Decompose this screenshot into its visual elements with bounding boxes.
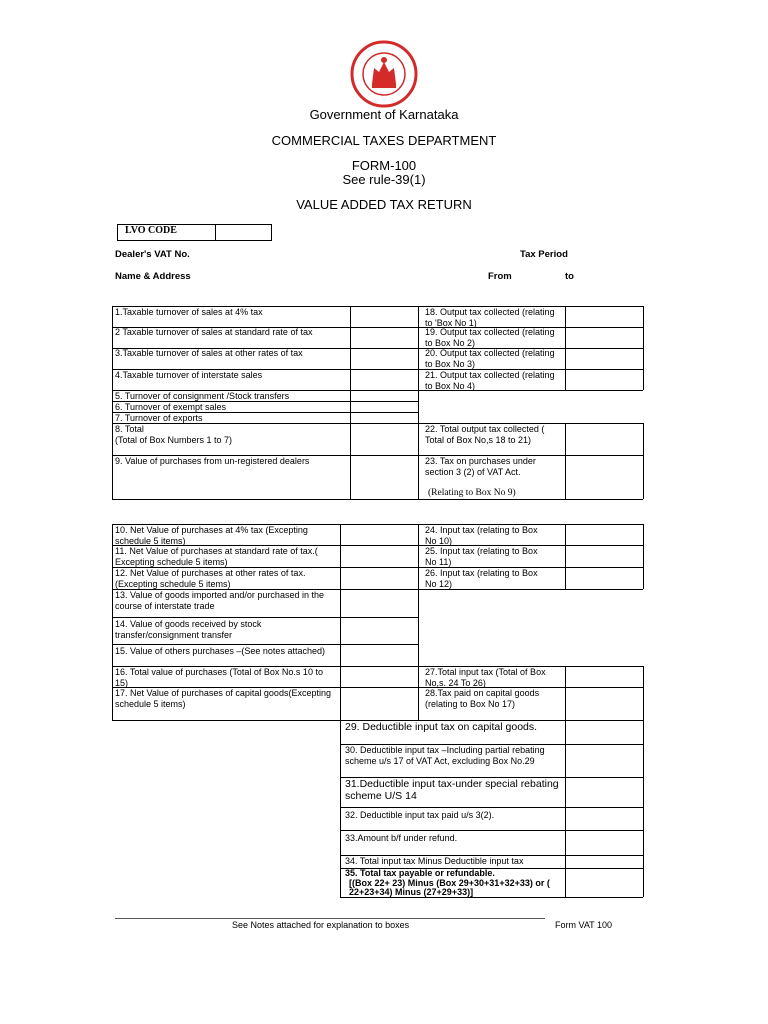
box-18-value[interactable] xyxy=(566,307,642,327)
box-35-formula: [(Box 22+ 23) Minus (Box 29+30+31+32+33) or ( 22+23+34) Minus (27+29+33)] xyxy=(349,879,550,897)
tax-period-label: Tax Period xyxy=(520,250,568,260)
box-21-label: 21. Output tax collected (relating to Box No 4) xyxy=(425,370,555,391)
box-5-label: 5. Turnover of consignment /Stock transfers xyxy=(115,391,290,401)
box-33-label: 33.Amount b/f under refund. xyxy=(345,833,458,843)
box-17-label: 17. Net Value of purchases of capital goods(Excepting schedule 5 items) xyxy=(115,688,331,709)
lvo-code-label: LVO CODE xyxy=(125,226,177,236)
box-23-label: 23. Tax on purchases under section 3 (2) of VAT Act. xyxy=(425,456,536,477)
form-title: VALUE ADDED TAX RETURN xyxy=(296,197,472,212)
box-6-label: 6. Turnover of exempt sales xyxy=(115,402,227,412)
box-13-label: 13. Value of goods imported and/or purchased in the course of interstate trade xyxy=(115,590,324,611)
footer-divider xyxy=(115,918,545,919)
box-18-label: 18. Output tax collected (relating to 'Box No 1) xyxy=(425,307,555,328)
box-32-label: 32. Deductible input tax paid u/s 3(2). xyxy=(345,810,495,820)
box-31-label: 31.Deductible input tax-under special rebating scheme U/S 14 xyxy=(345,778,559,802)
box-34-label: 34. Total input tax Minus Deductible input tax xyxy=(345,856,524,866)
box-14-label: 14. Value of goods received by stock transfer/consignment transfer xyxy=(115,619,262,640)
box-22-label: 22. Total output tax collected ( Total of Box No,s 18 to 21) xyxy=(425,424,545,445)
footer-notes: See Notes attached for explanation to boxes xyxy=(232,920,410,930)
box-10-label: 10. Net Value of purchases at 4% tax (Excepting schedule 5 items) xyxy=(115,525,308,546)
box-12-label: 12. Net Value of purchases at other rates of tax. (Excepting schedule 5 items) xyxy=(115,568,306,589)
box-1-value[interactable] xyxy=(351,307,417,327)
box-20-label: 20. Output tax collected (relating to Box No 3) xyxy=(425,348,555,369)
footer-form-label: Form VAT 100 xyxy=(555,920,613,930)
box-35-value[interactable] xyxy=(566,869,642,896)
box-25-label: 25. Input tax (relating to Box No 11) xyxy=(425,546,538,567)
form-number: FORM-100 xyxy=(351,158,417,173)
rule-reference: See rule-39(1) xyxy=(342,172,426,187)
box-7-label: 7. Turnover of exports xyxy=(115,413,203,423)
box-19-label: 19. Output tax collected (relating to Box No 2) xyxy=(425,327,555,348)
to-label: to xyxy=(565,272,574,282)
box-8-label: 8. Total (Total of Box Numbers 1 to 7) xyxy=(115,424,233,445)
box-26-label: 26. Input tax (relating to Box No 12) xyxy=(425,568,538,589)
name-address-label: Name & Address xyxy=(115,272,191,282)
box-23-note: (Relating to Box No 9) xyxy=(428,488,516,498)
lvo-code-field[interactable] xyxy=(216,225,271,240)
from-label: From xyxy=(488,272,512,282)
box-29-label: 29. Deductible input tax on capital goods. xyxy=(345,721,538,733)
box-1-label: 1.Taxable turnover of sales at 4% tax xyxy=(115,307,263,317)
box-24-label: 24. Input tax (relating to Box No 10) xyxy=(425,525,538,546)
dealer-vat-no-label: Dealer's VAT No. xyxy=(115,250,190,260)
box-35-title: 35. Total tax payable or refundable. xyxy=(345,869,495,878)
box-28-label: 28.Tax paid on capital goods (relating to Box No 17) xyxy=(425,688,540,709)
box-2-label: 2 Taxable turnover of sales at standard rate of tax xyxy=(115,327,313,337)
box-29-value[interactable] xyxy=(566,721,642,744)
box-3-label: 3.Taxable turnover of sales at other rates of tax xyxy=(115,348,303,358)
box-4-label: 4.Taxable turnover of interstate sales xyxy=(115,370,263,380)
box-9-label: 9. Value of purchases from un-registered dealers xyxy=(115,456,310,466)
box-30-label: 30. Deductible input tax –Including partial rebating scheme u/s 17 of VAT Act, excluding Box No.29 xyxy=(345,745,545,766)
box-16-label: 16. Total value of purchases (Total of Box No.s 10 to 15) xyxy=(115,667,323,688)
box-27-label: 27.Total input tax (Total of Box No,s. 24 To 26) xyxy=(425,667,546,688)
department-name: COMMERCIAL TAXES DEPARTMENT xyxy=(271,133,497,148)
box-11-label: 11. Net Value of purchases at standard rate of tax.( Excepting schedule 5 items) xyxy=(115,546,318,567)
box-15-label: 15. Value of others purchases –(See notes attached) xyxy=(115,646,325,656)
government-seal-icon xyxy=(350,40,418,108)
government-name: Government of Karnataka xyxy=(309,107,459,122)
